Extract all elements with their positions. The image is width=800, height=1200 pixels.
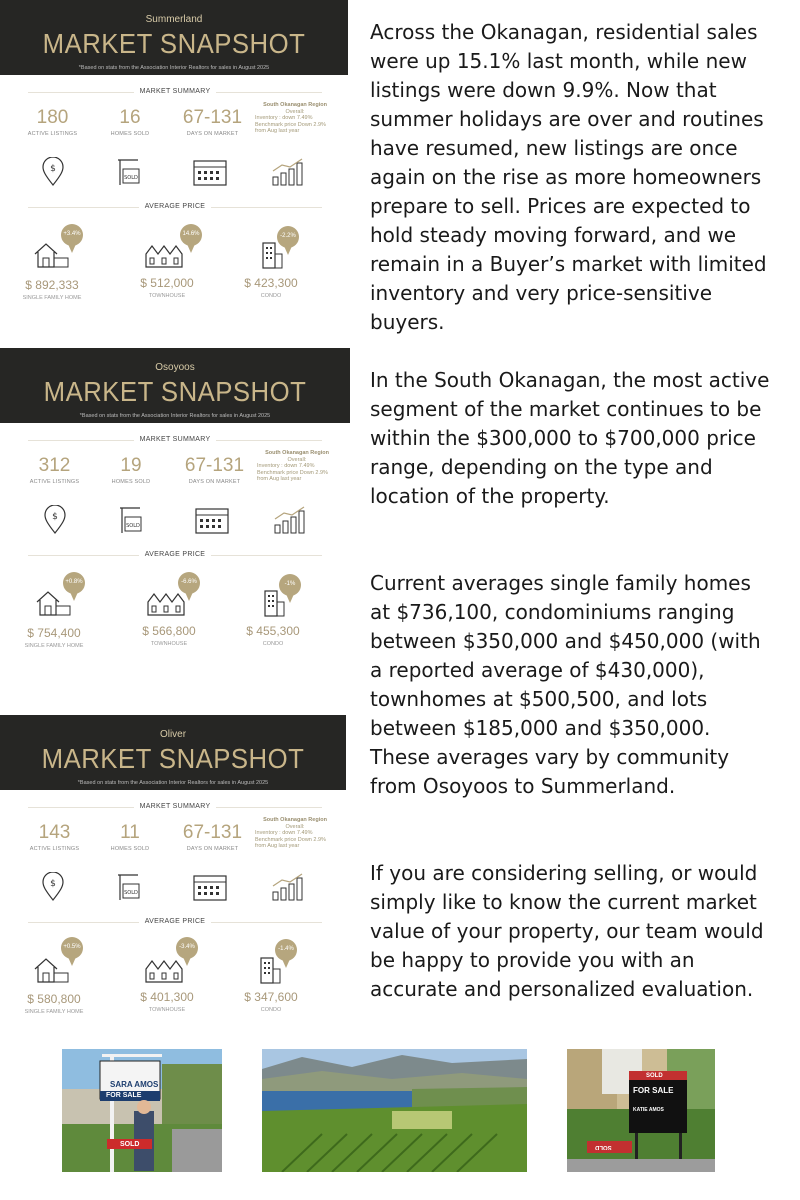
snapshot-header — [0, 0, 348, 75]
sign-sold-rider: SOLD — [595, 1144, 612, 1150]
town-name: Oliver — [159, 729, 187, 740]
paragraph-current-averages: Current averages single family homes at $736,100, condominiums ranging between $350,000 and $450,000 (with a reported average of $430,000), townhomes at $500,500, and lots between $185,000 and $350,000. These averages vary by community from Osoyoos to Summerland. — [370, 571, 761, 798]
paragraph-south-okanagan: In the South Okanagan, the most active segment of the market continues to be within the $300,000 to $700,000 price range, depending on the type and location of the property. — [370, 368, 770, 508]
average-price-title: AVERAGE PRICE — [0, 551, 350, 558]
snapshot-oliver — [0, 715, 350, 1045]
price-change-badge: -3.4% — [176, 937, 198, 959]
paragraph-okanagan-sales: Across the Okanagan, residential sales were up 15.1% last month, while new listings were down 9.9%. Now that summer holidays are over and routines have resumed, new listings are once again on the rise as more homeowners prepare to sell. Prices are expected to hold steady moving forward, and we remain in a Buyer’s market with limited inventory and very price-sensitive buyers. — [370, 20, 767, 334]
price-condo: $ 455,300 CONDO — [246, 624, 300, 647]
price-condo: $ 423,300 CONDO — [244, 276, 298, 299]
stat-homes-sold: 16 HOMES SOLD — [110, 107, 150, 137]
town-name: Osoyoos — [155, 362, 195, 373]
stat-days-on-market: 67-131 DAYS ON MARKET — [182, 107, 243, 137]
price-change-badge: +0.8% — [63, 572, 85, 594]
snapshot-title: MARKET SNAPSHOT — [41, 743, 305, 774]
price-change-badge: +0.5% — [61, 937, 83, 959]
stat-days-on-market: 67-131 DAYS ON MARKET — [184, 455, 245, 485]
calendar-icon — [192, 157, 228, 187]
region-summary: South Okanagan Region Overall: Inventory : down 7.49% Benchmark price Down 2.9% from Aug last year — [255, 817, 327, 849]
market-summary-title: MARKET SUMMARY — [0, 803, 350, 810]
price-single-family: $ 754,400 SINGLE FAMILY HOME — [24, 626, 84, 649]
price-change-badge: +3.4% — [61, 224, 83, 246]
townhouse-icon — [146, 588, 186, 618]
svg-text:$: $ — [52, 512, 58, 522]
svg-text:SOLD: SOLD — [126, 523, 140, 529]
stat-homes-sold: 11 HOMES SOLD — [110, 822, 150, 852]
average-price-title: AVERAGE PRICE — [0, 918, 350, 925]
stat-active-listings: 143 ACTIVE LISTINGS — [29, 822, 80, 852]
snapshot-header — [0, 715, 346, 790]
average-price-title: AVERAGE PRICE — [0, 203, 350, 210]
footnote: *Based on stats from the Association Interior Realtors for sales in August 2025 — [77, 780, 269, 786]
region-summary: South Okanagan Region Overall: Inventory : down 7.49% Benchmark price Down 2.9% from Aug last year — [255, 102, 327, 134]
market-summary-title: MARKET SUMMARY — [0, 88, 350, 95]
sign-agent-name: KATIE AMOS — [633, 1107, 664, 1113]
photo-sold-sign — [567, 1049, 715, 1172]
price-change-badge: -1% — [279, 574, 301, 596]
price-townhouse: $ 512,000 TOWNHOUSE — [140, 276, 194, 299]
sign-sold-banner: SOLD — [646, 1073, 663, 1079]
price-change-badge: -1.4% — [275, 939, 297, 961]
svg-text:SOLD: SOLD — [124, 890, 138, 896]
sign-sold-label: SOLD — [120, 1141, 140, 1148]
price-townhouse: $ 566,800 TOWNHOUSE — [142, 624, 196, 647]
condo-icon — [261, 588, 287, 618]
snapshot-osoyoos — [0, 348, 350, 683]
region-summary: South Okanagan Region Overall: Inventory : down 7.49% Benchmark price Down 2.9% from Aug last year — [257, 450, 329, 482]
location-dollar-icon — [42, 505, 68, 535]
price-condo: $ 347,600 CONDO — [244, 990, 298, 1013]
stat-active-listings: 180 ACTIVE LISTINGS — [27, 107, 78, 137]
location-dollar-icon — [40, 157, 66, 187]
town-name: Summerland — [145, 14, 203, 25]
market-summary-title: MARKET SUMMARY — [0, 436, 350, 443]
growth-chart-icon — [270, 157, 306, 187]
location-dollar-icon — [40, 872, 66, 902]
snapshot-title: MARKET SNAPSHOT — [42, 28, 306, 59]
price-change-badge: -6.6% — [178, 572, 200, 594]
sign-for-sale-label: FOR SALE — [106, 1092, 142, 1099]
snapshot-title: MARKET SNAPSHOT — [43, 376, 307, 407]
price-townhouse: $ 401,300 TOWNHOUSE — [140, 990, 194, 1013]
photo-okanagan-landscape — [262, 1049, 527, 1172]
snapshot-header — [0, 348, 350, 423]
photo-for-sale-sign — [62, 1049, 222, 1172]
footnote: *Based on stats from the Association Interior Realtors for sales in August 2025 — [79, 413, 271, 419]
house-icon — [32, 955, 70, 985]
stat-days-on-market: 67-131 DAYS ON MARKET — [182, 822, 243, 852]
stat-homes-sold: 19 HOMES SOLD — [111, 455, 151, 485]
townhouse-icon — [144, 955, 184, 985]
svg-text:$: $ — [50, 164, 56, 174]
townhouse-icon — [144, 240, 184, 270]
paragraph-selling-cta: If you are considering selling, or would simply like to know the current market value of your property, our team would be happy to provide you with an accurate and personalized evaluation. — [370, 861, 764, 1001]
price-change-badge: 14.6% — [180, 224, 202, 246]
calendar-icon — [192, 872, 228, 902]
price-single-family: $ 892,333 SINGLE FAMILY HOME — [22, 278, 82, 301]
sign-for-sale-label: FOR SALE — [633, 1086, 674, 1095]
growth-chart-icon — [270, 872, 306, 902]
snapshot-summerland — [0, 0, 350, 335]
house-icon — [34, 588, 72, 618]
svg-text:SOLD: SOLD — [124, 175, 138, 181]
sign-agent-name: SARA AMOS — [110, 1080, 159, 1089]
condo-icon — [257, 955, 283, 985]
stat-active-listings: 312 ACTIVE LISTINGS — [29, 455, 80, 485]
sold-sign-icon — [115, 157, 141, 187]
price-change-badge: -2.2% — [277, 226, 299, 248]
condo-icon — [259, 240, 285, 270]
growth-chart-icon — [272, 505, 308, 535]
price-single-family: $ 580,800 SINGLE FAMILY HOME — [24, 992, 84, 1015]
calendar-icon — [194, 505, 230, 535]
sold-sign-icon — [115, 872, 141, 902]
house-icon — [32, 240, 70, 270]
footnote: *Based on stats from the Association Interior Realtors for sales in August 2025 — [78, 65, 270, 71]
sold-sign-icon — [117, 505, 143, 535]
svg-text:$: $ — [50, 879, 56, 889]
